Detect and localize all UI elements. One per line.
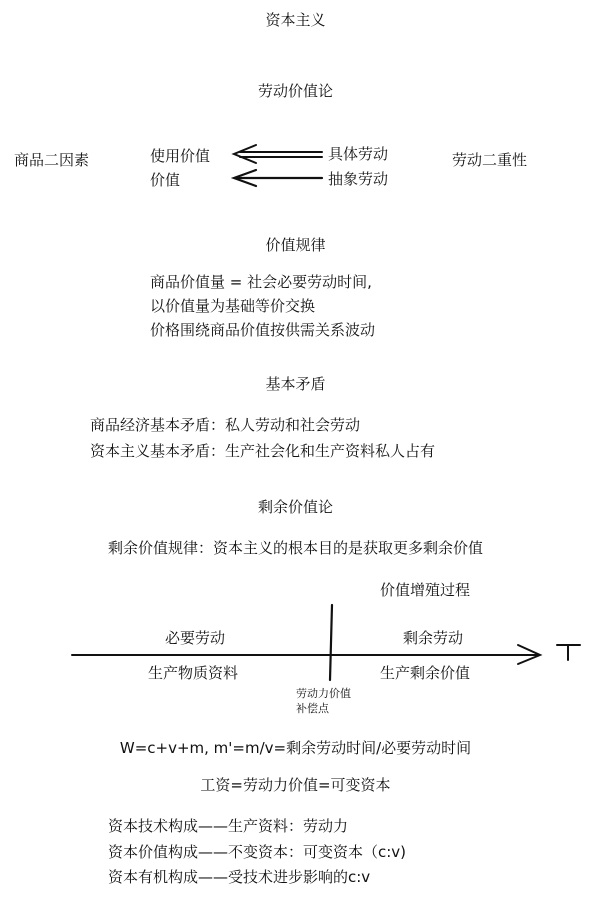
composition-line-2: 资本价值构成——不变资本：可变资本（c:v)	[108, 843, 407, 861]
composition-line-1: 资本技术构成——生产资料：劳动力	[108, 817, 349, 835]
value-increment-label: 价值增殖过程	[380, 581, 471, 599]
value-formula: W=c+v+m, m'=m/v=剩余劳动时间/必要劳动时间	[119, 739, 472, 757]
value-law-line-1: 商品价值量 = 社会必要劳动时间,	[150, 273, 372, 291]
contradiction-line-2: 资本主义基本矛盾：生产社会化和生产资料私人占有	[90, 442, 436, 460]
double-arrow-icon	[234, 145, 322, 163]
value-law-line-3: 价格围绕商品价值按供需关系波动	[150, 321, 376, 339]
concrete-labor-label: 具体劳动	[328, 145, 389, 163]
compensation-line-2: 补偿点	[296, 702, 329, 715]
two-factors-label: 商品二因素	[14, 151, 90, 169]
subsistence-label: 生产物质资料	[148, 664, 239, 682]
page-title: 资本主义	[265, 11, 326, 29]
value-law-heading: 价值规律	[265, 236, 326, 254]
abstract-labor-label: 抽象劳动	[328, 170, 389, 188]
wage-formula: 工资=劳动力价值=可变资本	[200, 776, 391, 794]
value-law-line-2: 以价值量为基础等价交换	[150, 297, 316, 315]
use-value-label: 使用价值	[150, 147, 211, 165]
compensation-point-line	[330, 605, 332, 680]
time-t-icon	[557, 645, 580, 660]
value-label: 价值	[150, 171, 181, 189]
contradiction-heading: 基本矛盾	[265, 375, 326, 393]
composition-line-3: 资本有机构成——受技术进步影响的c:v	[108, 868, 371, 886]
left-arrow-icon	[234, 170, 322, 186]
time-axis	[72, 645, 540, 664]
contradiction-line-1: 商品经济基本矛盾：私人劳动和社会劳动	[90, 416, 361, 434]
surplus-value-heading: 剩余价值论	[257, 498, 333, 516]
necessary-labor-label: 必要劳动	[165, 629, 226, 647]
surplus-produced-label: 生产剩余价值	[380, 664, 471, 682]
compensation-line-1: 劳动力价值	[296, 687, 351, 700]
labor-value-heading: 劳动价值论	[257, 82, 333, 100]
surplus-value-law: 剩余价值规律：资本主义的根本目的是获取更多剩余价值	[107, 539, 483, 557]
dual-labor-label: 劳动二重性	[452, 151, 528, 169]
surplus-labor-label: 剩余劳动	[403, 629, 464, 647]
